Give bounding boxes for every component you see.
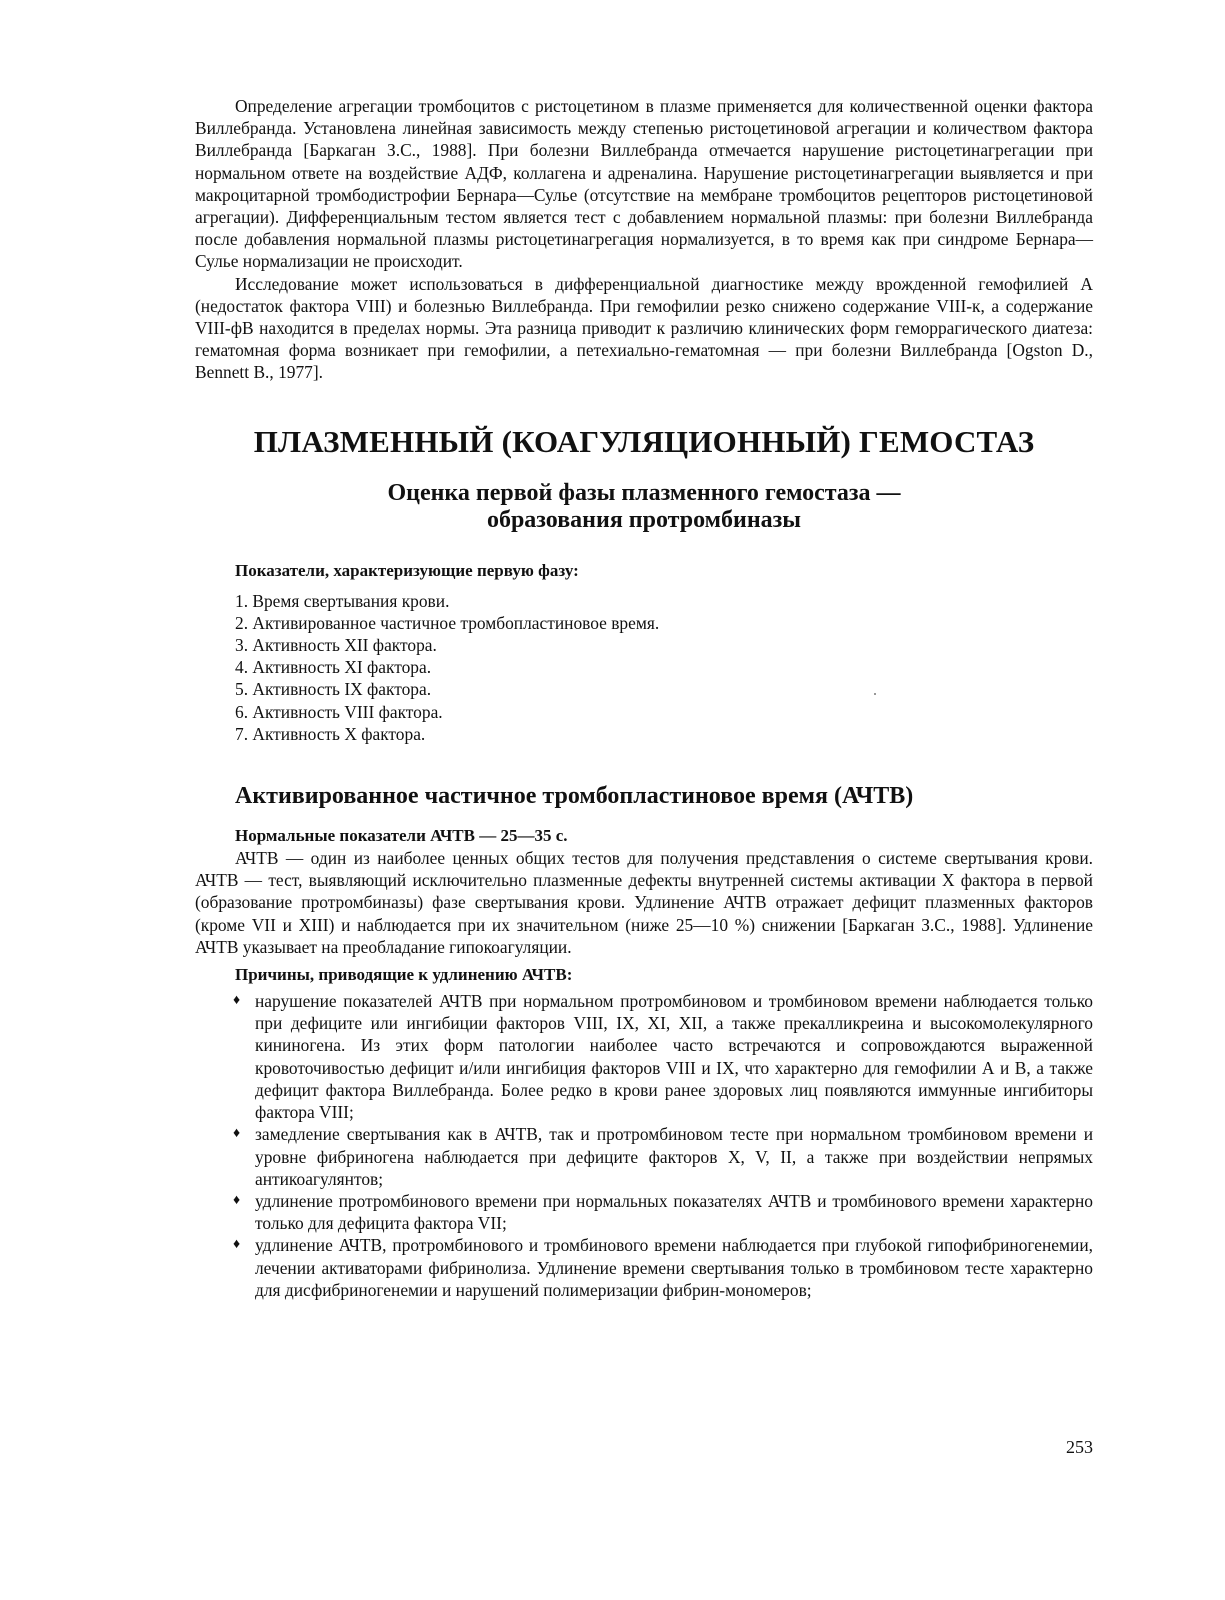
causes-heading: Причины, приводящие к удлинению АЧТВ: xyxy=(235,965,573,985)
chapter-title: ПЛАЗМЕННЫЙ (КОАГУЛЯЦИОННЫЙ) ГЕМОСТАЗ xyxy=(253,423,1035,459)
indicator-item: 4. Активность XI фактора. xyxy=(235,657,432,678)
subtitle-line-1: Оценка первой фазы плазменного гемостаза — xyxy=(387,479,901,506)
aptt-section-title: Активированное частичное тромбопластиновое время (АЧТВ) xyxy=(235,783,914,810)
indicators-heading: Показатели, характеризующие первую фазу: xyxy=(235,560,579,580)
causes-list xyxy=(195,990,1093,1301)
scan-speck xyxy=(874,693,876,695)
intro-paragraph-1: Определение агрегации тромбоцитов с ристоцетином в плазме применяется для количественной оценки фактора Виллебранда. Установлена линейная зависимость между степенью ристоцетиновой агрегации и количеством фактора Виллебранда [Баркаган З.С., 1988]. При болезни Виллебранда отмечается нарушение ристоцетинагрегации при нормальном ответе на воздействие АДФ, коллагена и адреналина. Нарушение ристоцетинагрегации выявляется и при макроцитарной тромбодистрофии Бернара—Сулье (отсутствие на мембране тромбоцитов рецепторов ристоцетиновой агрегации). Дифференциальным тестом является тест с добавлением нормальной плазмы: при болезни Виллебранда после добавления нормальной плазмы ристоцетинагрегация нормализуется, в то время как при синдроме Бернара—Сулье нормализации не происходит. xyxy=(195,96,1093,272)
indicator-item: 6. Активность VIII фактора. xyxy=(235,701,443,722)
aptt-paragraph: АЧТВ — один из наиболее ценных общих тестов для получения представления о системе свертывания крови. АЧТВ — тест, выявляющий исключительно плазменные дефекты внутренней системы активации X фактора в первой (образование протромбиназы) фазе свертывания крови. Удлинение АЧТВ отражает дефицит плазменных факторов (кроме VII и XIII) и наблюдается при их значительном (ниже 25—10 %) снижении [Баркаган З.С., 1988]. Удлинение АЧТВ указывает на преобладание гипокоагуляции. xyxy=(195,848,1093,957)
subtitle-line-2: образования протромбиназы xyxy=(486,506,802,533)
cause-item xyxy=(233,990,1093,1123)
cause-item xyxy=(233,1190,1093,1234)
cause-text: замедление свертывания как в АЧТВ, так и протромбиновом тесте при нормальном тромбиновом времени и уровне фибриногена наблюдается при дефиците факторов X, V, II, а также при воздействии непрямых антикоагулянтов; xyxy=(255,1124,1093,1189)
indicator-item: 5. Активность IX фактора. xyxy=(235,679,432,700)
indicator-item: 3. Активность XII фактора. xyxy=(235,635,437,656)
indicator-item: 7. Активность X фактора. xyxy=(235,723,426,744)
cause-item xyxy=(233,1234,1093,1301)
diamond-bullet-icon: ♦ xyxy=(233,993,241,1009)
cause-item xyxy=(233,1123,1093,1190)
subtitle xyxy=(195,480,1093,534)
diamond-bullet-icon: ♦ xyxy=(233,1237,241,1253)
indicator-item: 1. Время свертывания крови. xyxy=(235,590,450,611)
indicator-item: 2. Активированное частичное тромбопластиновое время. xyxy=(235,612,660,633)
page-number: 253 xyxy=(1066,1437,1093,1457)
intro-paragraph-2: Исследование может использоваться в дифференциальной диагностике между врожденной гемофилией А (недостаток фактора VIII) и болезнью Виллебранда. При гемофилии резко снижено содержание VIII-к, а содержание VIII-фВ находится в пределах нормы. Эта разница приводит к различию клинических форм геморрагического диатеза: гематомная форма возникает при гемофилии, а петехиально-гематомная — при болезни Виллебранда [Ogston D., Bennett B., 1977]. xyxy=(195,273,1093,383)
diamond-bullet-icon: ♦ xyxy=(233,1126,241,1142)
indicators-list xyxy=(235,590,1093,745)
aptt-normal-values: Нормальные показатели АЧТВ — 25—35 с. xyxy=(235,826,568,846)
cause-text: удлинение протромбинового времени при нормальных показателях АЧТВ и тромбинового времени характерно только для дефицита фактора VII; xyxy=(255,1190,1093,1234)
cause-text: удлинение АЧТВ, протромбинового и тромбинового времени наблюдается при глубокой гипофибриногенемии, лечении активаторами фибринолиза. Удлинение времени свертывания только в тромбиновом тесте характерно для дисфибриногенемии и нарушений полимеризации фибрин-мономеров; xyxy=(255,1235,1093,1300)
cause-text: нарушение показателей АЧТВ при нормальном протромбиновом и тромбиновом времени наблюдается только при дефиците или ингибиции факторов VIII, IX, XI, XII, а также прекалликреина и высокомолекулярного кининогена. Из этих форм патологии наиболее часто встречаются и сопровождаются выраженной кровоточивостью дефицит и/или ингибиция факторов VIII и IX, что характерно для гемофилии А и В, а также дефицит фактора Виллебранда. Более редко в крови ранее здоровых лиц появляются иммунные ингибиторы фактора VIII; xyxy=(255,991,1093,1123)
diamond-bullet-icon: ♦ xyxy=(233,1192,241,1208)
